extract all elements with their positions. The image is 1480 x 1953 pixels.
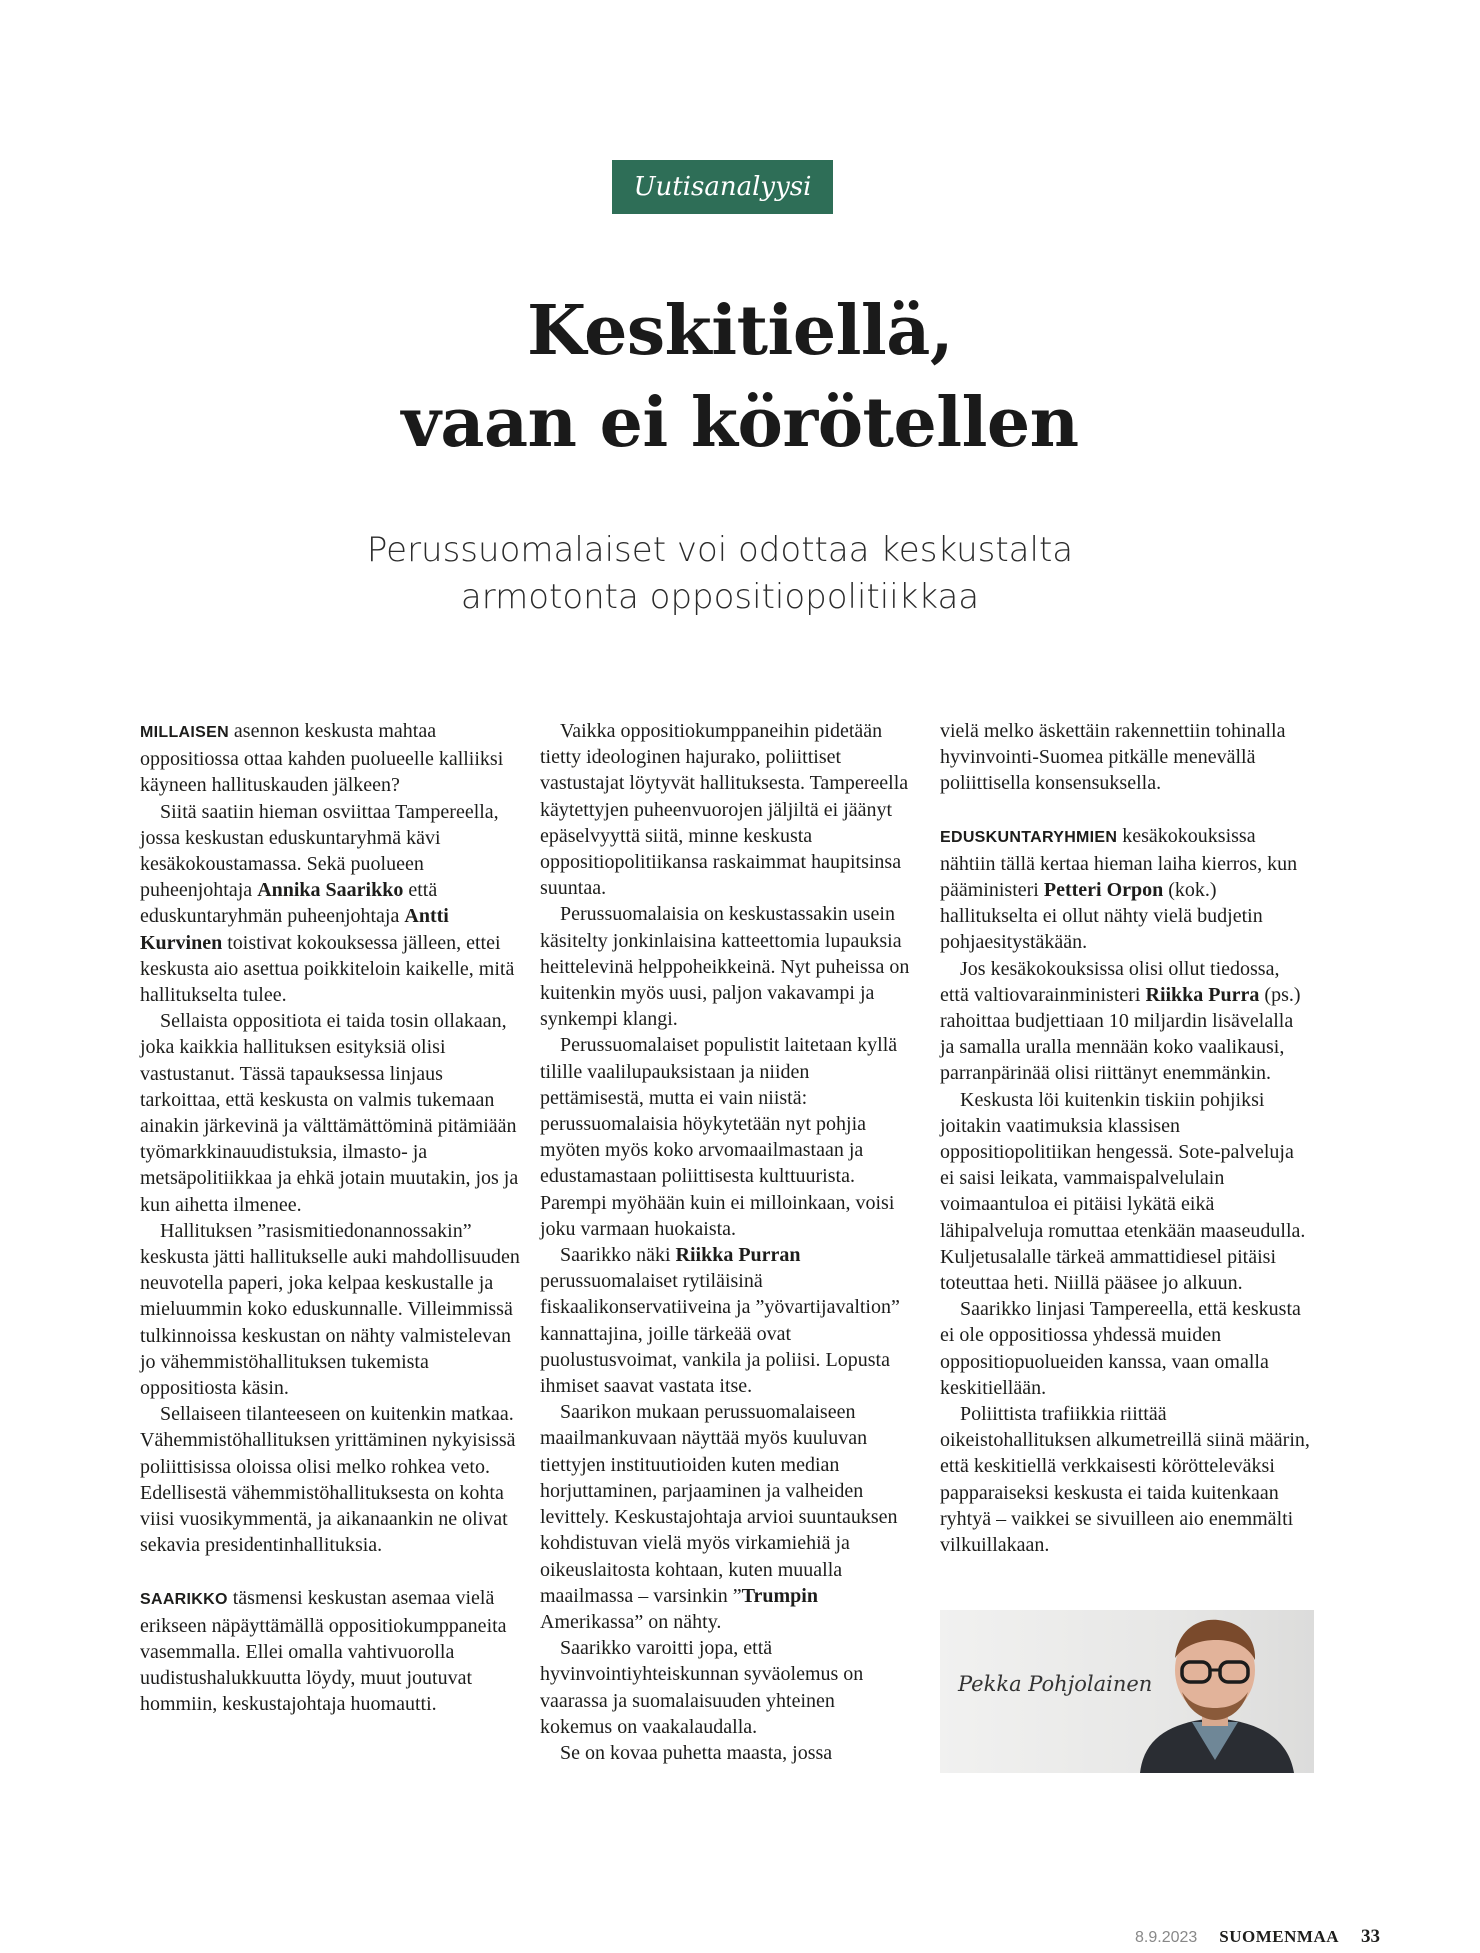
author-byline: Pekka Pohjolainen — [958, 1672, 1153, 1696]
person-name: Annika Saarikko — [257, 879, 404, 902]
paragraph-text: (kok.) hallitukselta ei ollut nähty vielä budjetin pohjaesitystäkään. — [940, 879, 1263, 954]
paragraph-text: Saarikon mukaan perussuomalaiseen maailmankuvaan näyttää myös kuuluvan tiettyjen instituutioiden kuten median horjuttaminen, parjaaminen ja valheiden levittely. Keskustajohtaja arvioi suuntauksen kohdistuvan vielä myös virkamiehiä ja oikeuslaitosta kohtaan, kuten muualla maailmassa – varsinkin ” — [540, 1401, 898, 1607]
paragraph-text: että eduskuntaryhmän puheenjohtaja — [140, 879, 438, 928]
publication-name: SUOMENMAA — [1219, 1927, 1339, 1946]
paragraph-text: täsmensi keskustan asemaa vielä erikseen näpäyttämällä oppositiokumppaneita vasemmalla. Ellei omalla vahtivuorolla uudistushalukkuutta löydy, muut joutuvat hommiin, keskustajohtaja huomautti. — [140, 1586, 507, 1716]
person-name: Antti Kurvinen — [140, 905, 449, 954]
paragraph: Saarikko varoitti jopa, että hyvinvointiyhteiskunnan syväolemus on vaarassa ja suomalaisuuden yhteinen kokemus on vaakalaudalla. — [540, 1637, 864, 1738]
paragraph: Vaikka oppositiokumppaneihin pidetään tietty ideologinen hajurako, poliittiset vastustajat löytyvät hallituksesta. Tampereella käytettyjen puheenvuorojen jäljiltä ei jäänyt epäselvyyttä siitä, minne keskusta oppositiopolitiikansa raskaimmat haupitsinsa suuntaa. — [540, 720, 909, 900]
paragraph-text: Amerikassa” on nähty. — [540, 1610, 722, 1633]
paragraph: Saarikko linjasi Tampereella, että keskusta ei ole oppositiossa yhdessä muiden oppositiopuolueiden kanssa, vaan omalla keskitiellään. — [940, 1298, 1301, 1399]
page-number: 33 — [1361, 1926, 1380, 1947]
paragraph — [540, 1399, 910, 1635]
author-photo-box — [940, 1610, 1314, 1773]
paragraph-text: Saarikko näki — [560, 1244, 676, 1267]
deck-subtitle — [0, 527, 1440, 621]
paragraph: Sellaista oppositiota ei taida tosin ollakaan, joka kaikkia hallituksen esityksiä olisi vastustanut. Tässä tapauksessa linjaus tarkoittaa, että keskusta on valmis tukemaan ainakin järkevinä ja välttämättöminä pitämiään työmarkkinauudistuksia, ilmasto- ja metsäpolitiikkaa ja ehkä jotain muutakin, jos ja kun aihetta ilmenee. — [140, 1010, 519, 1216]
lead-in: EDUSKUNTARYHMIEN — [940, 828, 1118, 846]
paragraph — [940, 956, 1310, 1087]
person-name: Trumpin — [741, 1584, 818, 1607]
paragraph: Sellaiseen tilanteeseen on kuitenkin matkaa. Vähemmistöhallituksen yrittäminen nykyisissä poliittisissa oloissa olisi melko rohkea veto. Edellisestä vähemmistöhallituksesta on kohta viisi vuosikymmentä, ja aikanaankin ne olivat sekavia presidentinhallituksia. — [140, 1403, 516, 1557]
paragraph: Hallituksen ”rasismitiedonannossakin” keskusta jätti hallitukselle auki mahdollisuuden neuvotella paperi, joka kelpaa keskustalle ja mieluummin koko eduskunnalle. Villeimmissä tulkinnoissa keskustan on nähty valmistelevan jo vähemmistöhallituksen tukemista oppositiosta käsin. — [140, 1219, 520, 1400]
paragraph — [140, 1585, 520, 1718]
paragraph-text: (ps.) rahoittaa budjettiaan 10 miljardin lisävelalla ja samalla uralla mennään koko vaalikausi, parranpärinää olisi riittänyt enemmänkin. — [940, 983, 1301, 1085]
article-column-3 — [940, 718, 1310, 1558]
person-name: Riikka Purra — [1145, 983, 1260, 1006]
paragraph: Perussuomalaiset populistit laitetaan kyllä tilille vaalilupauksistaan ja niiden pettämisestä, mutta ei vain niistä: perussuomalaisia höykytetään nyt pohjia myöten myös koko arvomaailmastaan ja edustamastaan poliittisesta kulttuurista. Parempi myöhään kuin ei milloinkaan, voisi joku varmaan huokaista. — [540, 1034, 898, 1240]
paragraph: Perussuomalaisia on keskustassakin usein käsitelty jonkinlaisina katteettomia lupauksia heittelevinä helppoheikkeinä. Nyt puheissa on kuitenkin myös uusi, paljon vakavampi ja synkempi klangi. — [540, 903, 910, 1031]
headline-line-1: Keskitiellä, — [526, 291, 953, 371]
article-column-1 — [140, 718, 520, 1718]
paragraph — [940, 823, 1310, 956]
person-name: Riikka Purran — [675, 1244, 801, 1267]
paragraph-text: Siitä saatiin hieman osviittaa Tampereella, jossa keskustan eduskuntaryhmä kävi kesäkokoustamassa. Sekä puolueen puheenjohtaja — [140, 800, 499, 902]
deck-line-1: Perussuomalaiset voi odottaa keskustalta — [366, 530, 1074, 570]
paragraph — [540, 1242, 910, 1399]
paragraph: Keskusta löi kuitenkin tiskiin pohjiksi joitakin vaatimuksia klassisen oppositiopolitiikan hengessä. Sote-palveluja ei saisi leikata, vammaispalvelulain voimaantuloa ei pitäisi lykätä eikä lähipalveluja romuttaa etenkään maaseudulla. Kuljetusalalle tärkeä ammattidiesel pitäisi toteuttaa heti. Niillä pääsee jo alkuun. — [940, 1088, 1306, 1295]
section-tag: Uutisanalyysi — [612, 160, 833, 214]
lead-in: MILLAISEN — [140, 724, 229, 741]
headline — [0, 285, 1480, 469]
paragraph-text: kesäkokouksissa nähtiin tällä kertaa hieman laiha kierros, kun pääministeri — [940, 824, 1298, 902]
paragraph-text: perussuomalaiset rytiläisinä fiskaalikonservatiiveina ja ”yövartijavaltion” kannattajina, joille tärkeää ovat puolustusvoimat, vankila ja poliisi. Lopusta ihmiset saavat vastata itse. — [540, 1270, 900, 1398]
headline-line-2: vaan ei körötellen — [401, 383, 1079, 463]
article-column-2 — [540, 718, 910, 1766]
paragraph: vielä melko äskettäin rakennettiin tohinalla hyvinvointi-Suomea pitkälle menevällä poliittisella konsensuksella. — [940, 720, 1286, 795]
issue-date: 8.9.2023 — [1135, 1929, 1198, 1946]
paragraph-text: toistivat kokouksessa jälleen, ettei keskusta aio asettua poikkiteloin kaikelle, mitä hallitukselta tulee. — [140, 931, 515, 1007]
paragraph: Se on kovaa puhetta maasta, jossa — [560, 1741, 833, 1764]
lead-in: SAARIKKO — [140, 1590, 228, 1608]
paragraph — [140, 799, 520, 1009]
author-portrait — [1130, 1610, 1300, 1773]
paragraph — [140, 718, 520, 799]
paragraph: Poliittista trafiikkia riittää oikeistohallituksen alkumetreillä siinä määrin, että keskitiellä verkkaisesti körötteleväksi papparaiseksi keskusta ei taida kuitenkaan ryhtyä – vaikkei se sivuilleen aio enemmälti vilkuillakaan. — [940, 1403, 1310, 1557]
paragraph-text: Jos kesäkokouksissa olisi ollut tiedossa, että valtiovarainministeri — [940, 957, 1280, 1006]
deck-line-2: armotonta oppositiopolitiikkaa — [460, 577, 980, 617]
page-footer — [1135, 1926, 1380, 1948]
person-name: Petteri Orpon — [1043, 879, 1164, 902]
paragraph-text: asennon keskusta mahtaa oppositiossa ottaa kahden puolueelle kalliiksi käyneen hallituskauden jälkeen? — [140, 720, 504, 797]
